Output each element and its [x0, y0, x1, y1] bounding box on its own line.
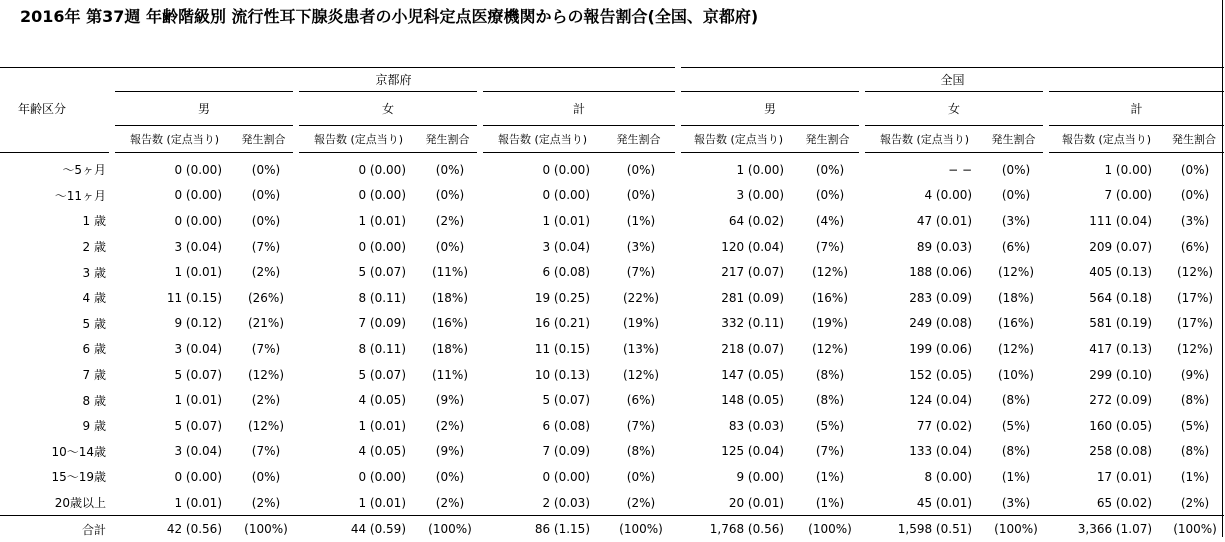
national-report-count-cell: 47 (0.01)	[916, 213, 973, 228]
table-row	[0, 208, 1224, 234]
national-report-count-cell: 83 (0.03)	[728, 418, 785, 433]
kyoto-ratio-cell: (18%)	[431, 290, 469, 305]
national-ratio-cell: (12%)	[1177, 265, 1214, 280]
national-ratio-cell: (19%)	[811, 316, 849, 331]
kyoto-report-count-cell: 3 (0.04)	[542, 239, 590, 254]
national-report-count-cell: 199 (0.06)	[909, 341, 973, 356]
table-row	[0, 311, 1224, 337]
subheader-ratio: 発生割合	[984, 126, 1046, 153]
subheader-report-count: 報告数 (定点当り)	[480, 126, 602, 153]
table-row	[0, 259, 1224, 285]
region-header-kyoto: 京都府	[112, 68, 678, 92]
kyoto-ratio-cell: (22%)	[622, 290, 660, 305]
kyoto-ratio-cell: (21%)	[247, 316, 285, 331]
age-label: 合計	[0, 516, 112, 542]
kyoto-ratio-cell: (8%)	[626, 444, 656, 459]
report-table	[0, 67, 1224, 542]
age-label: 1 歳	[82, 214, 106, 229]
age-label: 〜11ヶ月	[54, 188, 106, 203]
national-ratio-cell: (0%)	[815, 188, 845, 203]
national-ratio-cell: (17%)	[1177, 316, 1214, 331]
national-ratio-cell: (0%)	[1180, 162, 1210, 177]
kyoto-report-count-cell: 2 (0.03)	[542, 495, 590, 510]
table-body	[0, 153, 1224, 516]
age-header-spacer	[0, 126, 112, 153]
age-label: 8 歳	[82, 393, 106, 408]
national-ratio-cell: (1%)	[1180, 469, 1210, 484]
kyoto-female-header: 女	[296, 92, 480, 126]
age-label: 10〜14歳	[51, 444, 106, 459]
national-ratio-cell: (3%)	[1001, 213, 1031, 228]
national-report-count-cell: 3,366 (1.07)	[1046, 516, 1164, 542]
national-ratio-cell: (0%)	[1001, 188, 1031, 203]
national-report-count-cell: 3 (0.00)	[736, 188, 785, 203]
kyoto-ratio-cell: (6%)	[626, 393, 656, 408]
kyoto-ratio-cell: (11%)	[431, 367, 469, 382]
page-title: 2016年 第37週 年齢階級別 流行性耳下腺炎患者の小児科定点医療機関からの報告割合(全国、京都府)	[20, 7, 759, 26]
age-label: 3 歳	[82, 265, 106, 280]
national-ratio-cell: (12%)	[811, 341, 849, 356]
kyoto-ratio-cell: (11%)	[431, 265, 469, 280]
national-report-count-cell: 1 (0.00)	[736, 162, 785, 177]
kyoto-report-count-cell: 0 (0.00)	[174, 162, 222, 177]
national-report-count-cell: − −	[948, 162, 973, 177]
kyoto-ratio-cell: (7%)	[626, 265, 656, 280]
national-report-count-cell: 152 (0.05)	[909, 367, 973, 382]
kyoto-report-count-cell: 8 (0.11)	[358, 341, 406, 356]
national-report-count-cell: 148 (0.05)	[721, 393, 785, 408]
national-ratio-cell: (5%)	[1180, 418, 1210, 433]
kyoto-ratio-cell: (100%)	[602, 516, 678, 542]
region-header-national: 全国	[678, 68, 1224, 92]
kyoto-ratio-cell: (13%)	[622, 341, 660, 356]
kyoto-report-count-cell: 0 (0.00)	[174, 469, 222, 484]
kyoto-report-count-cell: 0 (0.00)	[358, 188, 406, 203]
kyoto-ratio-cell: (0%)	[435, 162, 465, 177]
national-ratio-cell: (100%)	[1164, 516, 1224, 542]
kyoto-report-count-cell: 0 (0.00)	[358, 469, 406, 484]
national-ratio-cell: (12%)	[997, 265, 1035, 280]
national-ratio-cell: (8%)	[1180, 444, 1210, 459]
kyoto-report-count-cell: 19 (0.25)	[534, 290, 590, 305]
kyoto-ratio-cell: (0%)	[251, 213, 281, 228]
kyoto-report-count-cell: 3 (0.04)	[174, 239, 222, 254]
age-label: 9 歳	[82, 419, 106, 434]
kyoto-report-count-cell: 11 (0.15)	[166, 290, 222, 305]
kyoto-report-count-cell: 4 (0.05)	[358, 444, 406, 459]
national-report-count-cell: 45 (0.01)	[916, 495, 973, 510]
national-report-count-cell: 133 (0.04)	[909, 444, 973, 459]
kyoto-report-count-cell: 0 (0.00)	[174, 213, 222, 228]
table-row	[0, 336, 1224, 362]
national-report-count-cell: 299 (0.10)	[1089, 367, 1153, 382]
kyoto-ratio-cell: (12%)	[247, 367, 285, 382]
table-row	[0, 234, 1224, 260]
table-row	[0, 157, 1224, 183]
subheader-ratio: 発生割合	[418, 126, 480, 153]
national-ratio-cell: (7%)	[815, 239, 845, 254]
national-ratio-cell: (0%)	[1180, 188, 1210, 203]
kyoto-report-count-cell: 16 (0.21)	[534, 316, 590, 331]
kyoto-report-count-cell: 6 (0.08)	[542, 265, 590, 280]
table-header	[0, 68, 1224, 153]
kyoto-report-count-cell: 11 (0.15)	[534, 341, 590, 356]
kyoto-report-count-cell: 7 (0.09)	[542, 444, 590, 459]
national-ratio-cell: (18%)	[997, 290, 1035, 305]
kyoto-report-count-cell: 1 (0.01)	[358, 418, 406, 433]
table-row	[0, 285, 1224, 311]
kyoto-report-count-cell: 42 (0.56)	[112, 516, 234, 542]
kyoto-ratio-cell: (0%)	[251, 469, 281, 484]
kyoto-report-count-cell: 10 (0.13)	[534, 367, 590, 382]
corner-cell	[0, 68, 112, 92]
kyoto-report-count-cell: 0 (0.00)	[542, 162, 590, 177]
national-report-count-cell: 272 (0.09)	[1089, 393, 1153, 408]
kyoto-report-count-cell: 0 (0.00)	[358, 239, 406, 254]
kyoto-report-count-cell: 1 (0.01)	[174, 265, 222, 280]
kyoto-ratio-cell: (26%)	[247, 290, 285, 305]
kyoto-ratio-cell: (18%)	[431, 341, 469, 356]
kyoto-ratio-cell: (2%)	[626, 495, 656, 510]
national-ratio-cell: (8%)	[1180, 393, 1210, 408]
kyoto-ratio-cell: (2%)	[435, 495, 465, 510]
age-label: 2 歳	[82, 240, 106, 255]
national-report-count-cell: 17 (0.01)	[1096, 469, 1153, 484]
table-footer	[0, 516, 1224, 542]
national-report-count-cell: 188 (0.06)	[909, 265, 973, 280]
table-row	[0, 490, 1224, 516]
kyoto-ratio-cell: (0%)	[251, 188, 281, 203]
kyoto-ratio-cell: (0%)	[251, 162, 281, 177]
national-report-count-cell: 1,598 (0.51)	[862, 516, 984, 542]
national-report-count-cell: 417 (0.13)	[1089, 341, 1153, 356]
table-row	[0, 183, 1224, 209]
national-report-count-cell: 7 (0.00)	[1104, 188, 1153, 203]
kyoto-ratio-cell: (0%)	[626, 162, 656, 177]
national-ratio-cell: (8%)	[1001, 393, 1031, 408]
kyoto-ratio-cell: (7%)	[626, 418, 656, 433]
national-report-count-cell: 65 (0.02)	[1096, 495, 1153, 510]
table-row	[0, 464, 1224, 490]
kyoto-ratio-cell: (12%)	[247, 418, 285, 433]
kyoto-report-count-cell: 5 (0.07)	[542, 393, 590, 408]
national-report-count-cell: 64 (0.02)	[728, 213, 785, 228]
national-ratio-cell: (12%)	[811, 265, 849, 280]
kyoto-ratio-cell: (0%)	[626, 469, 656, 484]
kyoto-report-count-cell: 9 (0.12)	[174, 316, 222, 331]
kyoto-report-count-cell: 86 (1.15)	[480, 516, 602, 542]
national-ratio-cell: (1%)	[815, 495, 845, 510]
kyoto-ratio-cell: (100%)	[234, 516, 296, 542]
kyoto-report-count-cell: 0 (0.00)	[542, 469, 590, 484]
kyoto-report-count-cell: 7 (0.09)	[358, 316, 406, 331]
kyoto-ratio-cell: (0%)	[435, 188, 465, 203]
subheader-report-count: 報告数 (定点当り)	[862, 126, 984, 153]
national-ratio-cell: (0%)	[1001, 162, 1031, 177]
kyoto-ratio-cell: (7%)	[251, 444, 281, 459]
national-ratio-cell: (8%)	[1001, 444, 1031, 459]
kyoto-ratio-cell: (1%)	[626, 213, 656, 228]
national-ratio-cell: (5%)	[815, 418, 845, 433]
subheader-ratio: 発生割合	[234, 126, 296, 153]
national-male-header: 男	[678, 92, 862, 126]
age-label: 〜5ヶ月	[62, 163, 106, 178]
national-ratio-cell: (16%)	[997, 316, 1035, 331]
national-report-count-cell: 4 (0.00)	[924, 188, 973, 203]
kyoto-report-count-cell: 5 (0.07)	[174, 418, 222, 433]
kyoto-report-count-cell: 4 (0.05)	[358, 393, 406, 408]
national-report-count-cell: 281 (0.09)	[721, 290, 785, 305]
national-report-count-cell: 160 (0.05)	[1089, 418, 1153, 433]
subheader-report-count: 報告数 (定点当り)	[1046, 126, 1164, 153]
table-row	[0, 387, 1224, 413]
kyoto-total-header: 計	[480, 92, 678, 126]
kyoto-report-count-cell: 1 (0.01)	[358, 213, 406, 228]
age-label: 15〜19歳	[51, 470, 106, 485]
subheader-report-count: 報告数 (定点当り)	[678, 126, 796, 153]
kyoto-report-count-cell: 3 (0.04)	[174, 444, 222, 459]
kyoto-report-count-cell: 1 (0.01)	[174, 495, 222, 510]
national-report-count-cell: 20 (0.01)	[728, 495, 785, 510]
table-row	[0, 362, 1224, 388]
national-ratio-cell: (8%)	[815, 393, 845, 408]
kyoto-male-header: 男	[112, 92, 296, 126]
subheader-report-count: 報告数 (定点当り)	[112, 126, 234, 153]
national-ratio-cell: (6%)	[1180, 239, 1210, 254]
totals-row	[0, 516, 1224, 542]
age-group-header: 年齢区分	[18, 101, 67, 116]
national-ratio-cell: (17%)	[1177, 290, 1214, 305]
kyoto-ratio-cell: (2%)	[251, 393, 281, 408]
national-ratio-cell: (8%)	[815, 367, 845, 382]
kyoto-ratio-cell: (16%)	[431, 316, 469, 331]
national-ratio-cell: (7%)	[815, 444, 845, 459]
kyoto-ratio-cell: (2%)	[251, 495, 281, 510]
national-report-count-cell: 77 (0.02)	[916, 418, 973, 433]
kyoto-ratio-cell: (2%)	[435, 213, 465, 228]
subheader-ratio: 発生割合	[602, 126, 678, 153]
national-ratio-cell: (2%)	[1180, 495, 1210, 510]
age-label: 7 歳	[82, 368, 106, 383]
age-label: 20歳以上	[54, 496, 106, 511]
national-report-count-cell: 209 (0.07)	[1089, 239, 1153, 254]
kyoto-report-count-cell: 3 (0.04)	[174, 341, 222, 356]
kyoto-report-count-cell: 5 (0.07)	[358, 367, 406, 382]
national-female-header: 女	[862, 92, 1046, 126]
national-report-count-cell: 120 (0.04)	[721, 239, 785, 254]
national-report-count-cell: 89 (0.03)	[916, 239, 973, 254]
kyoto-report-count-cell: 0 (0.00)	[174, 188, 222, 203]
kyoto-report-count-cell: 5 (0.07)	[174, 367, 222, 382]
kyoto-ratio-cell: (19%)	[622, 316, 660, 331]
table-row	[0, 413, 1224, 439]
national-ratio-cell: (12%)	[997, 341, 1035, 356]
kyoto-ratio-cell: (9%)	[435, 393, 465, 408]
national-report-count-cell: 258 (0.08)	[1089, 444, 1153, 459]
national-report-count-cell: 9 (0.00)	[736, 469, 785, 484]
kyoto-ratio-cell: (7%)	[251, 239, 281, 254]
national-report-count-cell: 147 (0.05)	[721, 367, 785, 382]
kyoto-ratio-cell: (2%)	[251, 265, 281, 280]
kyoto-report-count-cell: 44 (0.59)	[296, 516, 418, 542]
kyoto-ratio-cell: (3%)	[626, 239, 656, 254]
kyoto-report-count-cell: 6 (0.08)	[542, 418, 590, 433]
subheader-ratio: 発生割合	[1164, 126, 1224, 153]
kyoto-report-count-cell: 0 (0.00)	[542, 188, 590, 203]
national-ratio-cell: (16%)	[811, 290, 849, 305]
national-report-count-cell: 217 (0.07)	[721, 265, 785, 280]
kyoto-ratio-cell: (2%)	[435, 418, 465, 433]
national-ratio-cell: (10%)	[997, 367, 1035, 382]
national-report-count-cell: 218 (0.07)	[721, 341, 785, 356]
national-report-count-cell: 283 (0.09)	[909, 290, 973, 305]
age-label: 4 歳	[82, 291, 106, 306]
kyoto-ratio-cell: (9%)	[435, 444, 465, 459]
national-report-count-cell: 249 (0.08)	[909, 316, 973, 331]
national-ratio-cell: (1%)	[1001, 469, 1031, 484]
national-ratio-cell: (100%)	[796, 516, 862, 542]
kyoto-report-count-cell: 1 (0.01)	[174, 393, 222, 408]
national-ratio-cell: (0%)	[815, 162, 845, 177]
national-ratio-cell: (12%)	[1177, 341, 1214, 356]
national-ratio-cell: (6%)	[1001, 239, 1031, 254]
age-label: 5 歳	[82, 316, 106, 331]
national-ratio-cell: (4%)	[815, 213, 845, 228]
kyoto-report-count-cell: 5 (0.07)	[358, 265, 406, 280]
table-row	[0, 439, 1224, 465]
kyoto-ratio-cell: (0%)	[435, 239, 465, 254]
national-ratio-cell: (100%)	[984, 516, 1046, 542]
national-report-count-cell: 405 (0.13)	[1089, 265, 1153, 280]
kyoto-ratio-cell: (0%)	[435, 469, 465, 484]
national-report-count-cell: 124 (0.04)	[909, 393, 973, 408]
national-ratio-cell: (3%)	[1180, 213, 1210, 228]
kyoto-report-count-cell: 1 (0.01)	[542, 213, 590, 228]
subheader-ratio: 発生割合	[796, 126, 862, 153]
age-label: 6 歳	[82, 342, 106, 357]
national-total-header: 計	[1046, 92, 1224, 126]
national-ratio-cell: (5%)	[1001, 418, 1031, 433]
national-report-count-cell: 111 (0.04)	[1089, 213, 1153, 228]
national-report-count-cell: 1 (0.00)	[1104, 162, 1153, 177]
kyoto-ratio-cell: (12%)	[622, 367, 660, 382]
national-report-count-cell: 125 (0.04)	[721, 444, 785, 459]
kyoto-report-count-cell: 1 (0.01)	[358, 495, 406, 510]
national-report-count-cell: 581 (0.19)	[1089, 316, 1153, 331]
national-ratio-cell: (1%)	[815, 469, 845, 484]
national-report-count-cell: 1,768 (0.56)	[678, 516, 796, 542]
subheader-report-count: 報告数 (定点当り)	[296, 126, 418, 153]
national-ratio-cell: (9%)	[1180, 367, 1210, 382]
national-report-count-cell: 564 (0.18)	[1089, 290, 1153, 305]
national-report-count-cell: 8 (0.00)	[924, 469, 973, 484]
national-report-count-cell: 332 (0.11)	[721, 316, 785, 331]
kyoto-ratio-cell: (100%)	[418, 516, 480, 542]
national-ratio-cell: (3%)	[1001, 495, 1031, 510]
kyoto-report-count-cell: 8 (0.11)	[358, 290, 406, 305]
kyoto-ratio-cell: (0%)	[626, 188, 656, 203]
kyoto-ratio-cell: (7%)	[251, 341, 281, 356]
kyoto-report-count-cell: 0 (0.00)	[358, 162, 406, 177]
